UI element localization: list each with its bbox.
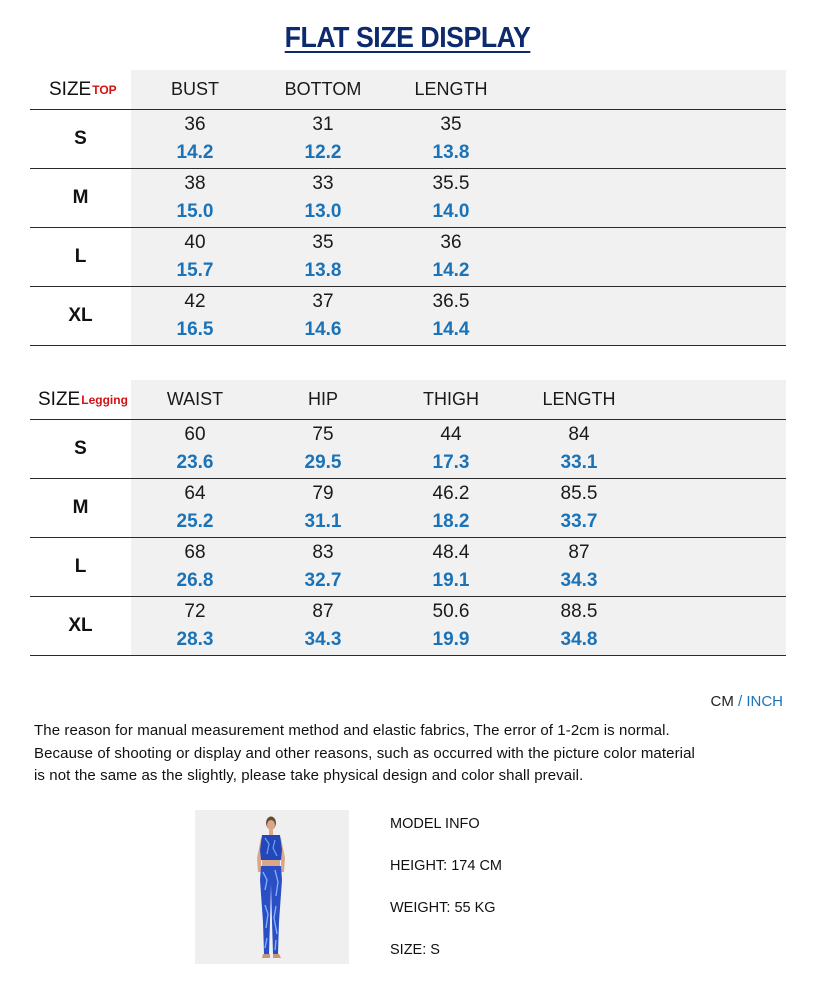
cm-value: 88.5 — [560, 601, 598, 622]
size-label: L — [30, 538, 131, 596]
inch-value: 32.7 — [304, 570, 342, 591]
cm-value: 64 — [184, 483, 206, 504]
model-figure-image — [195, 810, 349, 964]
cm-value: 75 — [312, 424, 334, 445]
units-legend — [710, 693, 783, 710]
table-row — [30, 169, 786, 228]
inch-value: 25.2 — [176, 511, 214, 532]
inch-value: 23.6 — [176, 452, 214, 473]
inch-value: 17.3 — [432, 452, 470, 473]
size-label: XL — [30, 287, 131, 345]
size-tag-top: TOP — [92, 82, 117, 97]
table-row — [30, 420, 786, 479]
model-size: SIZE: S — [390, 942, 440, 958]
model-info-heading: MODEL INFO — [390, 816, 480, 832]
inch-value: 33.7 — [560, 511, 598, 532]
cm-value: 42 — [184, 291, 206, 312]
inch-value: 34.3 — [560, 570, 598, 591]
cm-value: 60 — [184, 424, 206, 445]
legging-size-table — [30, 380, 786, 656]
measurement-note — [34, 720, 774, 788]
column-header-thigh: THIGH — [423, 389, 479, 409]
inch-value: 33.1 — [560, 452, 598, 473]
units-separator: / — [737, 693, 743, 710]
cm-value: 87 — [568, 542, 590, 563]
inch-value: 26.8 — [176, 570, 214, 591]
table-header-row — [30, 380, 786, 420]
cm-value: 31 — [312, 114, 334, 135]
cm-value: 79 — [312, 483, 334, 504]
size-label: S — [30, 110, 131, 168]
note-line: is not the same as the slightly, please take physical design and color shall prevail. — [34, 767, 584, 784]
size-label: M — [30, 479, 131, 537]
inch-value: 14.0 — [432, 201, 470, 222]
cm-value: 35 — [312, 232, 334, 253]
inch-value: 14.2 — [176, 142, 214, 163]
cm-value: 72 — [184, 601, 206, 622]
column-header-bottom: BOTTOM — [284, 79, 362, 99]
cm-value: 68 — [184, 542, 206, 563]
inch-value: 15.7 — [176, 260, 214, 281]
model-photo — [195, 810, 349, 964]
page-title — [0, 22, 816, 55]
cm-value: 46.2 — [432, 483, 470, 504]
column-header-hip: HIP — [307, 389, 338, 409]
units-cm: CM — [710, 693, 734, 710]
inch-value: 13.8 — [304, 260, 342, 281]
cm-value: 87 — [312, 601, 334, 622]
inch-value: 28.3 — [176, 629, 214, 650]
cm-value: 35 — [440, 114, 462, 135]
inch-value: 14.2 — [432, 260, 470, 281]
table-row — [30, 597, 786, 656]
table-header-row — [30, 70, 786, 110]
column-header-length: LENGTH — [414, 79, 488, 99]
column-header-bust: BUST — [170, 79, 219, 99]
size-column-header: SIZE Legging — [30, 380, 131, 419]
top-size-table — [30, 70, 786, 346]
table-row — [30, 228, 786, 287]
cm-value: 35.5 — [432, 173, 470, 194]
cm-value: 38 — [184, 173, 206, 194]
cm-value: 40 — [184, 232, 206, 253]
table-row — [30, 110, 786, 169]
model-info — [390, 816, 502, 984]
inch-value: 29.5 — [304, 452, 342, 473]
cm-value: 84 — [568, 424, 590, 445]
cm-value: 48.4 — [432, 542, 470, 563]
cm-value: 85.5 — [560, 483, 598, 504]
table-row — [30, 538, 786, 597]
cm-value: 36 — [184, 114, 206, 135]
size-label: M — [30, 169, 131, 227]
inch-value: 18.2 — [432, 511, 470, 532]
inch-value: 14.4 — [432, 319, 470, 340]
inch-value: 14.6 — [304, 319, 342, 340]
inch-value: 31.1 — [304, 511, 342, 532]
cm-value: 83 — [312, 542, 334, 563]
model-height: HEIGHT: 174 CM — [390, 858, 502, 874]
size-label: XL — [30, 597, 131, 655]
inch-value: 12.2 — [304, 142, 342, 163]
table-row — [30, 287, 786, 346]
cm-value: 33 — [312, 173, 334, 194]
inch-value: 15.0 — [176, 201, 214, 222]
size-label: L — [30, 228, 131, 286]
cm-value: 36 — [440, 232, 462, 253]
inch-value: 19.1 — [432, 570, 470, 591]
cm-value: 36.5 — [432, 291, 470, 312]
inch-value: 19.9 — [432, 629, 470, 650]
table-row — [30, 479, 786, 538]
note-line: The reason for manual measurement method and elastic fabrics, The error of 1-2cm is normal. — [34, 722, 670, 739]
note-line: Because of shooting or display and other reasons, such as occurred with the picture color material — [34, 744, 695, 762]
inch-value: 13.0 — [304, 201, 342, 222]
size-label: S — [30, 420, 131, 478]
inch-value: 13.8 — [432, 142, 470, 163]
column-header-length: LENGTH — [542, 389, 616, 409]
units-inch: INCH — [746, 693, 783, 710]
inch-value: 34.8 — [560, 629, 598, 650]
size-column-header: SIZE TOP — [30, 70, 131, 109]
inch-value: 16.5 — [176, 319, 214, 340]
model-weight: WEIGHT: 55 KG — [390, 900, 496, 916]
page-title-text: FLAT SIZE DISPLAY — [285, 22, 531, 54]
column-header-waist: WAIST — [166, 389, 224, 409]
size-tag-legging: Legging — [81, 392, 128, 407]
cm-value: 44 — [440, 424, 462, 445]
inch-value: 34.3 — [304, 629, 342, 650]
cm-value: 37 — [312, 291, 334, 312]
cm-value: 50.6 — [432, 601, 470, 622]
